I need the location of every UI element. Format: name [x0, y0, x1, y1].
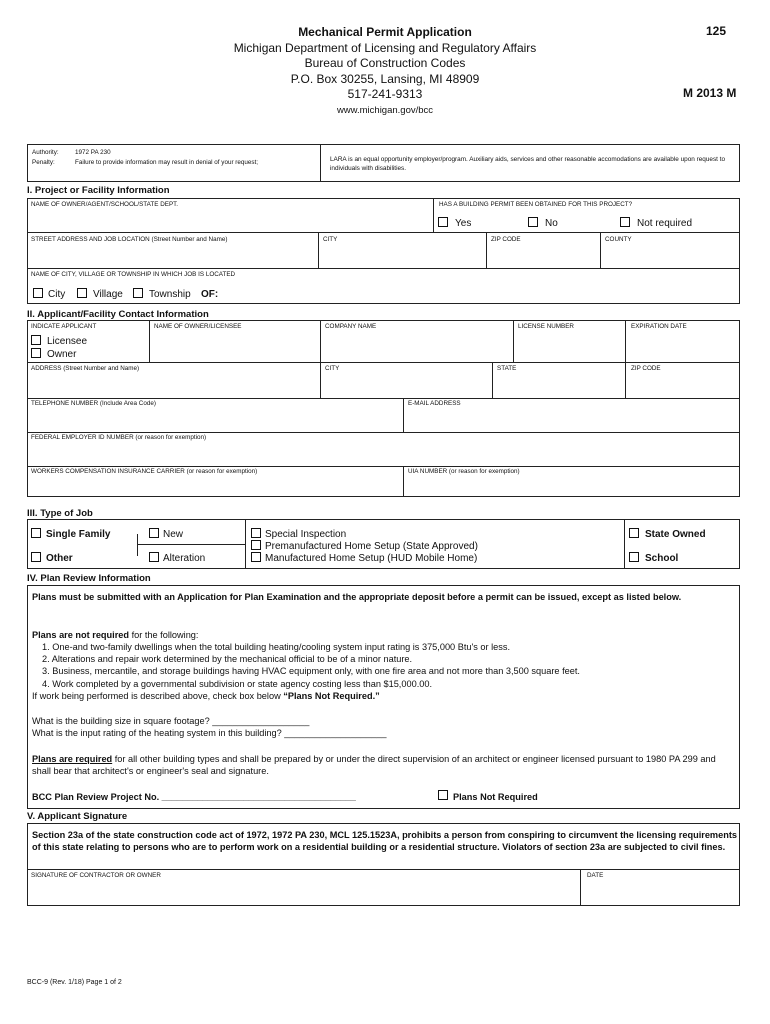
applicant-city-label: CITY	[325, 365, 340, 372]
single-family-checkbox[interactable]	[31, 528, 41, 538]
state-owned-checkbox[interactable]	[629, 528, 639, 538]
exemption-item-2: 2. Alterations and repair work determined by the mechanical official to be of a minor nature.	[42, 654, 413, 664]
applicant-state-label: STATE	[497, 365, 517, 372]
form-title: Mechanical Permit Application	[298, 25, 472, 39]
workers-comp-field[interactable]	[28, 477, 402, 496]
fein-field[interactable]	[28, 443, 739, 465]
section-3-title: III. Type of Job	[27, 508, 93, 519]
department-name: Michigan Department of Licensing and Regulatory Affairs	[233, 41, 537, 55]
city-option-label: City	[48, 289, 66, 300]
not-required-label: Not required	[637, 218, 693, 229]
bureau-name: Bureau of Construction Codes	[304, 56, 466, 70]
building-size-question: What is the building size in square footage? ___________________	[32, 716, 310, 726]
alteration-checkbox[interactable]	[149, 552, 159, 562]
authority-value: 1972 PA 230	[75, 149, 111, 156]
special-inspection-checkbox[interactable]	[251, 528, 261, 538]
plans-required-lead: Plans are required	[32, 754, 113, 764]
indicate-applicant-label: INDICATE APPLICANT	[31, 323, 97, 330]
city-field[interactable]	[319, 246, 485, 267]
licensee-label: Licensee	[47, 336, 88, 347]
form-number: 125	[706, 24, 727, 38]
applicant-address-field[interactable]	[28, 374, 319, 397]
website: www.michigan.gov/bcc	[336, 105, 434, 116]
email-field[interactable]	[404, 409, 739, 431]
zip-code-field[interactable]	[487, 246, 599, 267]
county-label: COUNTY	[605, 236, 632, 243]
license-number-field[interactable]	[514, 332, 624, 361]
not-required-checkbox[interactable]	[620, 217, 630, 227]
plans-not-required-lead: Plans are not required	[32, 630, 130, 640]
exemption-item-4: 4. Work completed by a governmental subdivision or state agency costing less than $15,000.00.	[42, 679, 433, 689]
owner-licensee-field[interactable]	[150, 332, 319, 361]
premanufactured-checkbox[interactable]	[251, 540, 261, 550]
fein-label: FEDERAL EMPLOYER ID NUMBER (or reason for exemption)	[31, 434, 207, 441]
telephone-label: TELEPHONE NUMBER (Include Area Code)	[31, 400, 156, 407]
exemption-item-3: 3. Business, mercantile, and storage buildings having HVAC equipment only, with one fire area and not more than 3,500 square feet.	[42, 666, 580, 676]
penalty-label: Penalty:	[32, 159, 55, 166]
other-label: Other	[46, 553, 73, 564]
owner-checkbox[interactable]	[31, 348, 41, 358]
lara-notice: LARA is an equal opportunity employer/program. Auxiliary aids, services and other reasonable accomodations are available upon request to individuals with disabilities.	[330, 156, 726, 172]
street-address-label: STREET ADDRESS AND JOB LOCATION (Street Number and Name)	[31, 236, 228, 243]
section-2-title: II. Applicant/Facility Contact Information	[27, 309, 209, 320]
no-checkbox[interactable]	[528, 217, 538, 227]
check-box-instruction-bold: “Plans Not Required.”	[283, 691, 380, 701]
state-owned-label: State Owned	[645, 529, 706, 540]
plans-not-required-rest: for the following:	[129, 630, 199, 640]
footer-form-id: BCC-9 (Rev. 1/18) Page 1 of 2	[27, 979, 122, 986]
expiration-date-label: EXPIRATION DATE	[631, 323, 687, 330]
applicant-zip-label: ZIP CODE	[631, 365, 661, 372]
city-label: CITY	[323, 236, 338, 243]
applicant-zip-field[interactable]	[626, 374, 739, 397]
authority-label: Authority:	[32, 149, 59, 156]
section-4-title: IV. Plan Review Information	[27, 573, 151, 584]
uia-label: UIA NUMBER (or reason for exemption)	[408, 468, 520, 475]
license-number-label: LICENSE NUMBER	[518, 323, 574, 330]
other-checkbox[interactable]	[31, 552, 41, 562]
mailing-address: P.O. Box 30255, Lansing, MI 48909	[290, 72, 480, 86]
input-rating-question: What is the input rating of the heating system in this building? ____________________	[32, 728, 387, 738]
plan-submission-intro: Plans must be submitted with an Application for Plan Examination and the appropriate deposit before a permit can be issued, except as listed below.	[32, 592, 682, 602]
manufactured-checkbox[interactable]	[251, 552, 261, 562]
licensee-checkbox[interactable]	[31, 335, 41, 345]
input-rating-field[interactable]	[310, 725, 418, 738]
plans-not-required-heading	[32, 629, 736, 641]
owner-licensee-label: NAME OF OWNER/LICENSEE	[154, 323, 242, 330]
school-label: School	[645, 553, 679, 564]
form-code: M 2013 M	[683, 86, 737, 100]
no-label: No	[545, 218, 558, 229]
village-option-label: Village	[93, 289, 123, 300]
township-checkbox[interactable]	[133, 288, 143, 298]
jurisdiction-label: NAME OF CITY, VILLAGE OR TOWNSHIP IN WHICH JOB IS LOCATED	[31, 271, 236, 278]
penalty-value: Failure to provide information may result in denial of your request;	[75, 159, 259, 166]
owner-label: Owner	[47, 349, 77, 360]
section-5-title: V. Applicant Signature	[27, 811, 128, 822]
applicant-city-field[interactable]	[321, 374, 491, 397]
plans-required-paragraph	[32, 753, 736, 777]
telephone-field[interactable]	[28, 409, 402, 431]
school-checkbox[interactable]	[629, 552, 639, 562]
premanufactured-label: Premanufactured Home Setup (State Approved)	[265, 541, 478, 552]
owner-name-field[interactable]	[28, 210, 432, 231]
new-checkbox[interactable]	[149, 528, 159, 538]
township-option-label: Township	[149, 289, 191, 300]
applicant-state-field[interactable]	[493, 374, 624, 397]
expiration-date-field[interactable]	[626, 332, 739, 361]
workers-comp-label: WORKERS COMPENSATION INSURANCE CARRIER (or reason for exemption)	[31, 468, 258, 475]
owner-name-label: NAME OF OWNER/AGENT/SCHOOL/STATE DEPT.	[31, 201, 179, 208]
yes-checkbox[interactable]	[438, 217, 448, 227]
check-box-instruction-lead: If work being performed is described above, check box below	[32, 691, 284, 701]
phone-number: 517-241-9313	[347, 87, 423, 101]
exemption-item-1: 1. One-and two-family dwellings when the total building heating/cooling system input rating is 375,000 Btu's or less.	[42, 642, 511, 652]
permit-question: HAS A BUILDING PERMIT BEEN OBTAINED FOR THIS PROJECT?	[439, 201, 633, 208]
check-box-instruction	[32, 690, 736, 702]
alteration-label: Alteration	[163, 553, 206, 564]
uia-field[interactable]	[404, 477, 739, 496]
company-name-field[interactable]	[321, 332, 512, 361]
plans-not-required-label: Plans Not Required	[453, 792, 538, 802]
section-23a-statement: Section 23a of the state construction code act of 1972, 1972 PA 230, MCL 125.1523A, prohibits a person from conspiring to circumvent the licensing requirements of this state relating to persons who are to perform work on a residential building or a residential structure. Violators of section 23a are subjected to civil fines.	[32, 830, 737, 852]
street-address-field[interactable]	[28, 246, 317, 267]
project-number-label: BCC Plan Review Project No. ______________________________________	[32, 792, 356, 802]
village-checkbox[interactable]	[77, 288, 87, 298]
signature-field[interactable]	[28, 881, 579, 905]
city-checkbox[interactable]	[33, 288, 43, 298]
date-label: DATE	[587, 872, 604, 879]
manufactured-label: Manufactured Home Setup (HUD Mobile Home)	[265, 553, 478, 564]
project-number-field[interactable]	[178, 788, 396, 802]
section-1-title: I. Project or Facility Information	[27, 185, 170, 196]
zip-code-label: ZIP CODE	[491, 236, 521, 243]
jurisdiction-name-field[interactable]	[222, 284, 722, 302]
plans-required-rest: for all other building types and shall be prepared by or under the direct supervision of an architect or engineer licensed pursuant to 1980 PA 299 and shall bear that architect's or engineer's seal and signature.	[32, 754, 716, 776]
single-family-label: Single Family	[46, 529, 111, 540]
email-label: E-MAIL ADDRESS	[408, 400, 461, 407]
county-field[interactable]	[601, 246, 739, 267]
date-field[interactable]	[581, 881, 739, 905]
of-label: OF:	[201, 289, 219, 300]
plans-not-required-checkbox[interactable]	[438, 790, 448, 800]
applicant-address-label: ADDRESS (Street Number and Name)	[31, 365, 140, 372]
special-inspection-label: Special Inspection	[265, 529, 347, 540]
signature-label: SIGNATURE OF CONTRACTOR OR OWNER	[31, 872, 161, 879]
company-name-label: COMPANY NAME	[325, 323, 377, 330]
yes-label: Yes	[455, 218, 472, 229]
new-label: New	[163, 529, 184, 540]
